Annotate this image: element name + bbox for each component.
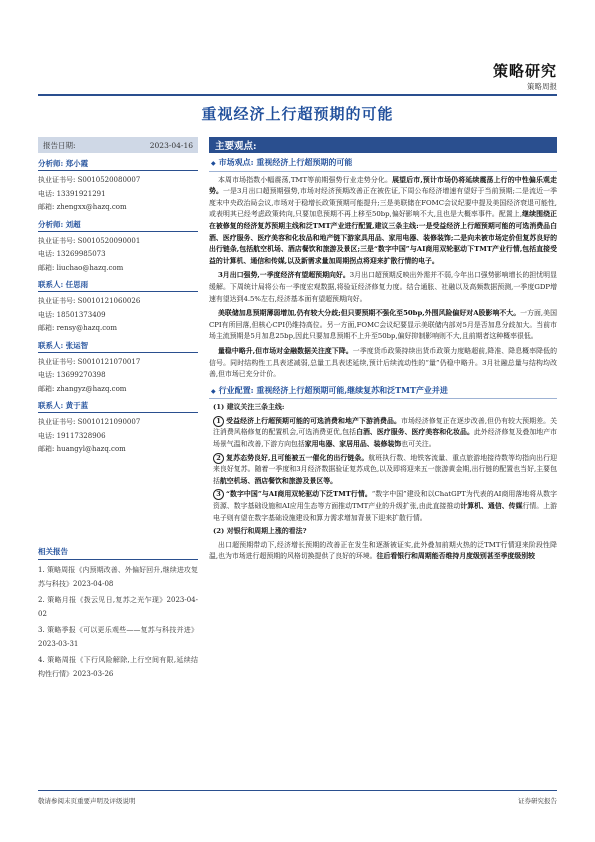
triangle-icon: ◆ (211, 387, 216, 395)
contact-line: 执业证书号: S0010520090001 (38, 236, 141, 245)
role-line (38, 279, 198, 292)
role-label: 联系人: (38, 401, 64, 410)
section-heading: ◆ 行业配置: 重视经济上行超预期可能,继续复苏和泛TMT产业并进 (209, 384, 557, 400)
contact-line[interactable]: 邮箱: rensy@hazq.com (38, 324, 117, 332)
contact-line: 电话: 13391921291 (38, 189, 106, 198)
analyst-block (38, 340, 198, 397)
person-name: 张运智 (65, 340, 89, 350)
number-badge: 1 (213, 416, 224, 427)
subheading: (2) 对银行和周期上涨的看法? (213, 527, 307, 536)
related-heading: 相关报告 (38, 546, 198, 560)
date-value: 2023-04-16 (149, 140, 193, 150)
contact-line: 执业证书号: S0010121070017 (38, 357, 141, 366)
header-subtitle: 策略周报 (527, 82, 557, 91)
list-item: 1 受益经济上行超预期可能的可选消费和地产下游消费品。市场经济修复正在逐步改善,但仍有较大预期差。关注消费风格修复的配置机会,可选消费更优,包括白酒、医疗服务、医疗美容和化妆品。此外经济修复及叠加地产市场景气温和改善,下游方向包括家用电器、家居用品、装修装饰也可关注。 (213, 416, 557, 449)
header-rule (38, 94, 557, 96)
role-line (38, 219, 198, 232)
related-report-link[interactable]: 3. 策略季报《可以更乐观些——复苏与科技并进》2023-03-31 (38, 626, 198, 648)
related-report-link[interactable]: 1. 策略周报《内预期改善、外偏好回升,继续进攻复苏与科技》2023-04-08 (38, 566, 198, 588)
date-label: 报告日期: (43, 140, 76, 150)
analyst-column (38, 158, 198, 461)
contact-line: 执业证书号: S0010520080007 (38, 176, 141, 184)
footer-disclaimer: 敬请参阅末页重要声明及评级说明 (38, 797, 136, 805)
contact-line[interactable]: 邮箱: huangyl@hazq.com (38, 445, 126, 453)
related-report-link[interactable]: 4. 策略周报《下行风险解除,上行空间有限,延续结构性行情》2023-03-26 (38, 656, 198, 678)
report-title: 重视经济上行超预期的可能 (201, 105, 394, 123)
paragraph: 3月出口强势,一季度经济有望超预期向好。3月出口超预期反映出外需并不弱,今年出口强势影响增长的担忧明显缓解。下周统计局将公布一季度宏观数据,将验证经济修复力度。结合通胀、社融以及高频数据预测,一季度GDP增速有望达到4.5%左右,经济基本面有望超预期向好。 (209, 271, 557, 303)
list-item: 2 复苏态势良好,且可能被五一催化的出行链条。航班执行数、地铁客流量、重点旅游地接待数等均指向出行迎来良好复苏。随着一季度和3月经济数据验证复苏成色,以及即将迎来五一旅游黄金期,出行链的配置也当好,主要包括航空机场、酒店餐饮和旅游及景区等。 (213, 453, 557, 485)
footer-label: 证券研究报告 (518, 797, 557, 805)
triangle-icon: ◆ (211, 160, 216, 167)
analyst-block (38, 400, 198, 457)
role-label: 联系人: (38, 280, 64, 289)
main-heading: 主要观点: (209, 137, 557, 153)
main-content (209, 156, 557, 566)
subheading: (1) 建议关注三条主线: (213, 403, 285, 412)
person-name: 任思雨 (65, 280, 89, 289)
paragraph: 出口超预期带动下,经济增长预期的改善正在发生和逐渐被证实,此外叠加前期火热的泛TMT行情迎来阶段性降温,也为市场进行超预期的风格切换提供了良好的环境。往后看银行和周期能否维持月度级别甚至季度级别较 (209, 540, 557, 561)
role-line (38, 158, 198, 171)
role-line (38, 340, 198, 353)
header-title: 策略研究 (492, 62, 557, 80)
role-label: 分析师: (38, 159, 64, 168)
paragraph: 本周市场指数小幅震荡,TMT等前期强势行业走势分化。展望后市,预计市场仍将延续震荡上行的中性偏乐观走势。一是3月出口超预期强势,市场对经济预期改善正在被佐证,下周公布经济增速有望好于当前预期;二是流近一季度末中央政治局会议,市场对于稳增长政策预期可能提升;三是美联储在FOMC会议纪要中提及美国经济衰退可能性,或表明其已经考虑政策转向,只要加息预期不再上移至50bp,偏好影响不大,且也是大概率事件。配置上,继续围绕正在被修复的经济复苏预期主线和泛TMT产业进行配置,建议三条主线:一是受益经济上行超预期可能的可选消费品白酒、医疗服务、医疗美容和化妆品和地产链下游家具用品、家用电器、装修装饰;二是向未被市场定价但复苏良好的出行链条,包括航空机场、酒店餐饮和旅游及景区;三是“数字中国”与AI商用双轮驱动下TMT产业行情,包括直接受益的计算机、通信和传媒,以及新需求量加周期拐点将迎来扩散行情的电子。 (209, 175, 557, 265)
contact-line: 执业证书号: S0010121060026 (38, 297, 141, 305)
role-label: 分析师: (38, 219, 64, 229)
analyst-block (38, 219, 198, 276)
date-bar (38, 137, 198, 153)
contact-line[interactable]: 邮箱: liuchao@hazq.com (38, 263, 124, 272)
list-item: 3 “数字中国”与AI商用双轮驱动下泛TMT行情。“数字中国”建设和以ChatGPT为代表的AI商用落地将从数字资源、数字基础设施和AI应用生态等方面推动TMT产业的升级扩张,由此直接推动计算机、通信、传媒行情。上游电子则有望在数字基础设施建设和算力需求增加背景下迎来扩散行情。 (213, 490, 558, 522)
person-name: 郑小霞 (65, 159, 89, 168)
section-market-view (209, 156, 557, 381)
contact-line[interactable]: 邮箱: zhengxx@hazq.com (38, 203, 127, 211)
section-heading: ◆ 市场观点: 重视经济上行超预期的可能 (209, 156, 557, 172)
related-reports (38, 546, 198, 683)
person-name: 黄于蓝 (65, 401, 89, 410)
number-badge: 3 (213, 489, 224, 500)
contact-line: 执业证书号: S0010121090007 (38, 418, 141, 426)
person-name: 刘超 (65, 219, 81, 229)
contact-line: 电话: 18501373409 (38, 310, 106, 319)
contact-line: 电话: 13269985073 (38, 250, 106, 258)
number-badge: 2 (213, 453, 224, 464)
contact-line[interactable]: 邮箱: zhangyz@hazq.com (38, 384, 127, 393)
footer-rule (38, 790, 557, 791)
analyst-block (38, 158, 198, 215)
analyst-block (38, 279, 198, 336)
paragraph: 量稳中略升,但市场对金融数据关注度下降。一季度货币政策持续出货币政策力度略超前,降准、降息概率降低的信号。同时结构性工具表述减弱,总量工具表述延续,预计后续流动性的“量”仍稳中略升。3月社融总量与结构均改善,但市场已充分计价。 (209, 346, 557, 379)
role-label: 联系人: (38, 340, 64, 350)
related-report-link[interactable]: 2. 策略月报《拨云见日,复苏之光乍现》2023-04-02 (38, 596, 198, 618)
paragraph: 美联储加息预期薄弱增加,仍有较大分歧;但只要预期不强化至50bp,外围风险偏好对A股影响不大。一方面,美国CPI有所回落,但核心CPI仍维持高位。另一方面,FOMC会议纪要显示美联储内部对5月是否加息分歧加大。当前市场主流预期是5月加息25bp,因此只要加息预期不上升至50bp,偏好抑制影响则不大,且前期者这种概率很低。 (209, 309, 557, 341)
section-industry (209, 384, 557, 563)
contact-line: 电话: 19117328906 (38, 431, 106, 440)
contact-line: 电话: 13699270398 (38, 371, 106, 379)
role-line (38, 400, 198, 413)
